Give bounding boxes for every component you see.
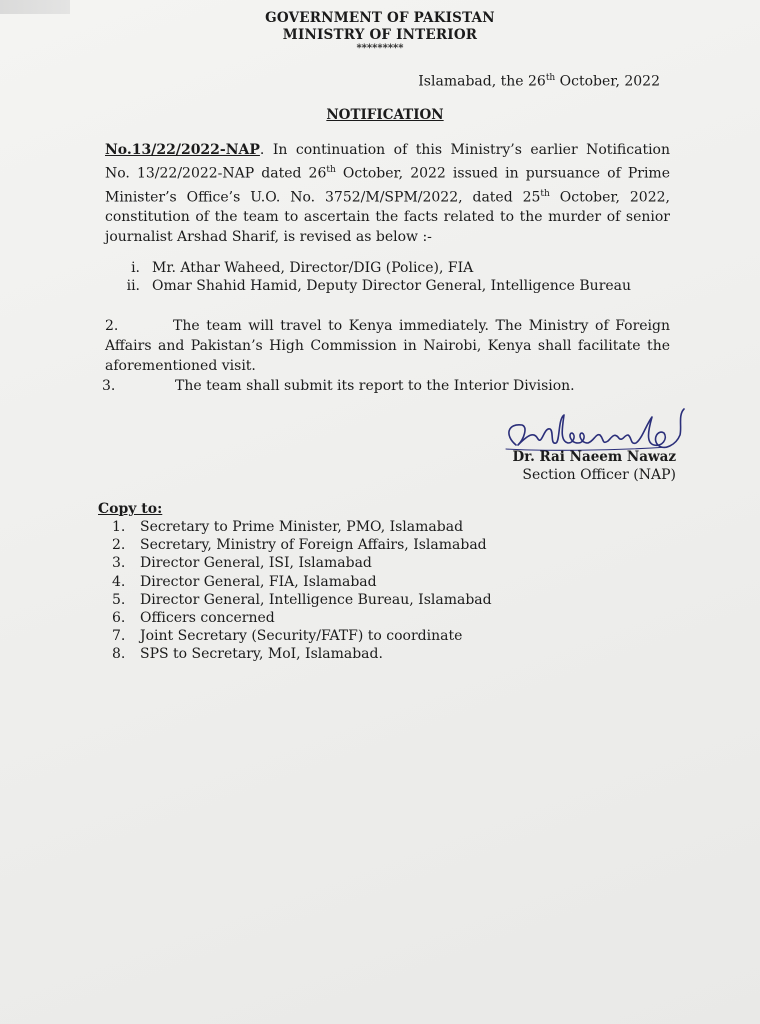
team-member-2: ii. Omar Shahid Hamid, Deputy Director General, Intelligence Bureau [126, 278, 632, 294]
team-member-1: i. Mr. Athar Waheed, Director/DIG (Police), FIA [131, 260, 474, 276]
signatory-title: Section Officer (NAP) [522, 467, 676, 483]
government-heading: GOVERNMENT OF PAKISTAN [265, 10, 495, 26]
list-item: 1. Secretary to Prime Minister, PMO, Islamabad [112, 519, 464, 535]
dateline: Islamabad, the 26th October, 2022 [418, 73, 660, 90]
paragraph-3: 3. The team shall submit its report to the Interior Division. [102, 378, 575, 394]
signatory-name: Dr. Rai Naeem Nawaz [512, 449, 676, 465]
copy-to-heading: Copy to: [98, 501, 163, 517]
list-item: 3. Director General, ISI, Islamabad [112, 555, 372, 572]
notification-title: NOTIFICATION [326, 107, 444, 123]
copy-to-list [112, 518, 492, 664]
list-item: 2. Secretary, Ministry of Foreign Affairs, Islamabad [112, 537, 487, 554]
list-item: 6. Officers concerned [112, 610, 275, 627]
paragraph-2: 2. The team will travel to Kenya immediately. The Ministry of Foreign Affairs and Pakistan’s High Commission in Nairobi, Kenya shall facilitate the aforementioned visit. [105, 318, 670, 374]
list-item: 8. SPS to Secretary, MoI, Islamabad. [112, 646, 383, 663]
list-item: 7. Joint Secretary (Security/FATF) to coordinate [112, 628, 463, 645]
paragraph-1: No.13/22/2022-NAP. In continuation of this Ministry’s earlier Notification No. 13/22/2022-NAP dated 26th October, 2022 issued in pursuance of Prime Minister’s Office’s U.O. No. 3752/M/SPM/2022, dated 25th October, 2022, constitution of the team to ascertain the facts related to the murder of senior journalist Arshad Sharif, is revised as below :- [105, 142, 670, 246]
heading-stars: ********* [356, 43, 404, 54]
list-item: 5. Director General, Intelligence Bureau, Islamabad [112, 591, 492, 608]
list-item: 4. Director General, FIA, Islamabad [112, 573, 377, 590]
ministry-heading: MINISTRY OF INTERIOR [282, 27, 478, 43]
notification-reference: No.13/22/2022-NAP [105, 142, 260, 158]
